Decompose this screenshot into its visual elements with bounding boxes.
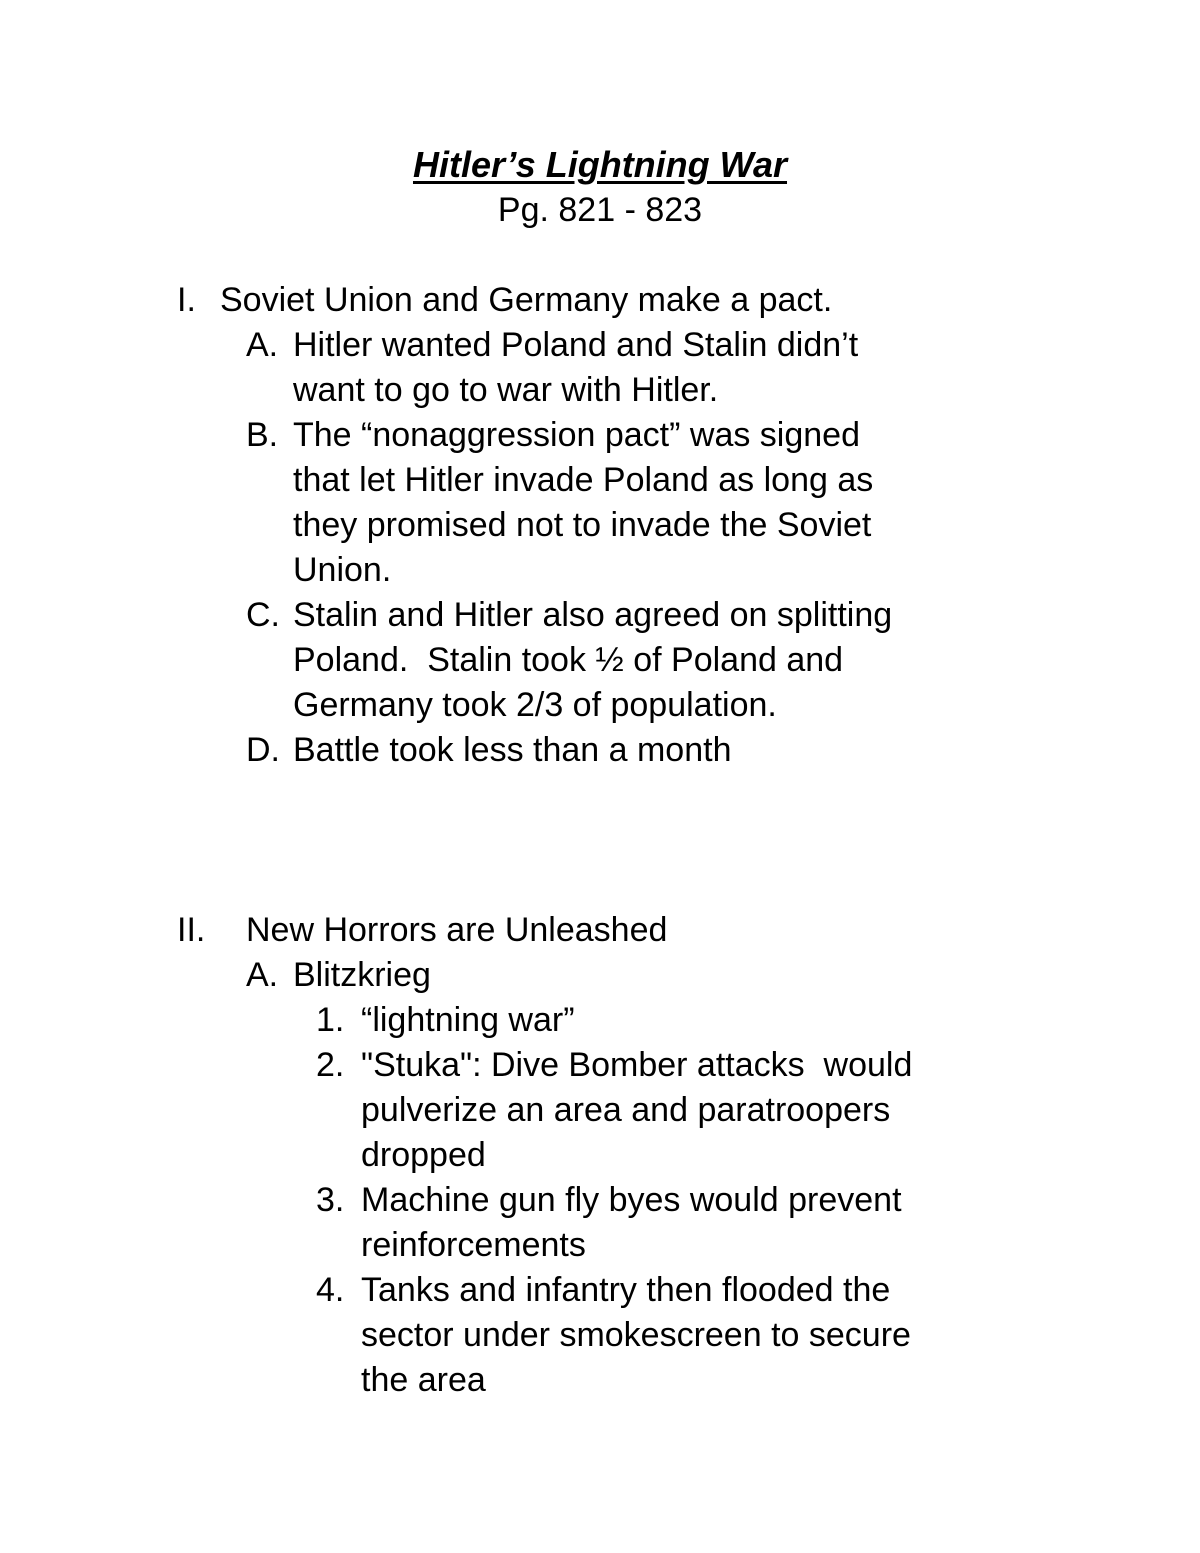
outline-item-1c: [0, 593, 1200, 638]
outline-text: Poland. Stalin took ½ of Poland and: [293, 641, 844, 679]
outline-continuation: [0, 1223, 1200, 1268]
outline-marker: B.: [246, 416, 279, 454]
section-2-heading: New Horrors are Unleashed: [246, 911, 668, 949]
outline-continuation: [0, 458, 1200, 503]
page-range: Pg. 821 - 823: [497, 191, 703, 229]
outline-text: Tanks and infantry then flooded the: [361, 1271, 891, 1309]
section-2-numeral: II.: [177, 911, 206, 949]
outline-text: The “nonaggression pact” was signed: [293, 416, 860, 454]
outline-text: pulverize an area and paratroopers: [361, 1091, 891, 1129]
outline-continuation: [0, 1088, 1200, 1133]
outline-continuation: [0, 368, 1200, 413]
section-1-heading: Soviet Union and Germany make a pact.: [220, 281, 833, 319]
outline-text: "Stuka": Dive Bomber attacks would: [361, 1046, 913, 1084]
outline-text: Hitler wanted Poland and Stalin didn’t: [293, 326, 859, 364]
outline-text: dropped: [361, 1136, 486, 1174]
outline-marker: 3.: [316, 1181, 345, 1219]
outline-marker: A.: [246, 956, 279, 994]
outline-continuation: [0, 638, 1200, 683]
outline-text: sector under smokescreen to secure: [361, 1316, 911, 1354]
outline-marker: C.: [246, 596, 280, 634]
outline-text: Stalin and Hitler also agreed on splitting: [293, 596, 893, 634]
section-2-heading-line: [0, 908, 1200, 953]
outline-text: “lightning war”: [361, 1001, 575, 1039]
outline-continuation: [0, 683, 1200, 728]
section-1-numeral: I.: [177, 281, 196, 319]
document-title: Hitler’s Lightning War: [412, 144, 788, 185]
section-1-heading-line: [0, 278, 1200, 323]
outline-text: they promised not to invade the Soviet: [293, 506, 872, 544]
outline-text: Machine gun fly byes would prevent: [361, 1181, 902, 1219]
outline-item-2a2: [0, 1043, 1200, 1088]
outline-text: reinforcements: [361, 1226, 586, 1264]
outline-marker: 4.: [316, 1271, 345, 1309]
section-2-subheading-line: [0, 953, 1200, 998]
outline-item-1d: [0, 728, 1200, 773]
outline-marker: D.: [246, 731, 280, 769]
outline-text: want to go to war with Hitler.: [293, 371, 719, 409]
outline-text: Union.: [293, 551, 392, 589]
section-2: [0, 908, 1200, 1403]
outline-text: Germany took 2/3 of population.: [293, 686, 777, 724]
outline-continuation: [0, 1313, 1200, 1358]
outline-item-1b: [0, 413, 1200, 458]
outline-continuation: [0, 1133, 1200, 1178]
outline-marker: 1.: [316, 1001, 345, 1039]
section-1: [0, 278, 1200, 773]
outline-continuation: [0, 503, 1200, 548]
outline-item-1a: [0, 323, 1200, 368]
outline-marker: A.: [246, 326, 279, 364]
outline-text: that let Hitler invade Poland as long as: [293, 461, 874, 499]
outline-text: the area: [361, 1361, 486, 1399]
outline-item-2a1: [0, 998, 1200, 1043]
outline-text: Battle took less than a month: [293, 731, 732, 769]
outline-item-2a4: [0, 1268, 1200, 1313]
outline-item-2a3: [0, 1178, 1200, 1223]
outline-continuation: [0, 1358, 1200, 1403]
outline-continuation: [0, 548, 1200, 593]
section-2-subheading: Blitzkrieg: [293, 956, 431, 994]
outline-marker: 2.: [316, 1046, 345, 1084]
